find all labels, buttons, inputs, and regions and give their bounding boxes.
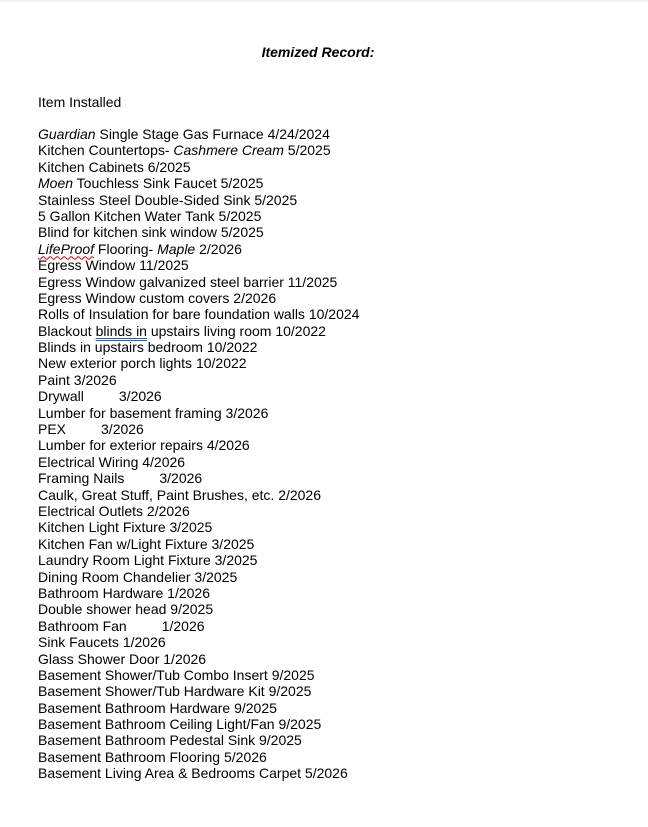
- list-item: [38, 732, 359, 748]
- list-item: [38, 421, 359, 437]
- list-item: [38, 142, 359, 158]
- list-item: [38, 601, 359, 617]
- list-item-text: Basement Bathroom Ceiling Light/Fan 9/2025: [38, 716, 322, 733]
- list-item-text: Basement Bathroom Hardware 9/2025: [38, 699, 277, 716]
- list-item-text: Basement Bathroom Pedestal Sink 9/2025: [38, 732, 302, 749]
- list-item: [38, 355, 359, 371]
- list-item-text: Egress Window 11/2025: [38, 257, 189, 274]
- list-item-text: Lumber for basement framing 3/2026: [38, 404, 269, 421]
- list-item-text: Blind for kitchen sink window 5/2025: [38, 224, 264, 241]
- list-item-text: Drywall 3/2026: [38, 388, 162, 405]
- list-item-text: Double shower head 9/2025: [38, 601, 214, 618]
- list-item: [38, 618, 359, 634]
- list-item: [38, 667, 359, 683]
- list-item-text: Dining Room Chandelier 3/2025: [38, 568, 238, 585]
- list-item: [38, 700, 359, 716]
- list-item-text: Paint 3/2026: [38, 371, 117, 388]
- list-item: [38, 175, 359, 191]
- spellcheck-underlined-text: LifeProof: [38, 240, 95, 257]
- item-list: [38, 126, 359, 782]
- list-item-text: Blinds in upstairs bedroom 10/2022: [38, 339, 258, 356]
- list-item-text: Kitchen Light Fixture 3/2025: [38, 519, 213, 536]
- list-item: [38, 749, 359, 765]
- list-item: [38, 274, 359, 290]
- grammar-underlined-text: blinds in: [95, 322, 147, 339]
- list-item-text: Single Stage Gas Furnace 4/24/2024: [95, 126, 330, 142]
- document-title: Itemized Record:: [261, 44, 375, 60]
- list-item: [38, 126, 359, 142]
- list-item-text: Cashmere Cream: [173, 142, 284, 159]
- list-item: [38, 323, 359, 339]
- list-item: [38, 503, 359, 519]
- page-top-edge: [0, 0, 648, 2]
- list-item: [38, 437, 359, 453]
- list-item-text: Glass Shower Door 1/2026: [38, 650, 207, 667]
- list-item: [38, 651, 359, 667]
- list-item-text: Lumber for exterior repairs 4/2026: [38, 437, 250, 454]
- list-item: [38, 208, 359, 224]
- list-item-text: Kitchen Countertops-: [38, 142, 174, 159]
- list-item-text: Basement Shower/Tub Combo Insert 9/2025: [38, 666, 315, 683]
- list-item: [38, 765, 359, 781]
- list-item-text: 2/2026: [195, 240, 242, 257]
- list-item-text: Egress Window galvanized steel barrier 11/2025: [38, 273, 338, 290]
- list-item-text: Electrical Wiring 4/2026: [38, 453, 186, 470]
- list-item-text: Guardian: [38, 126, 96, 142]
- list-item-text: Electrical Outlets 2/2026: [38, 502, 190, 519]
- list-item-text: Bathroom Hardware 1/2026: [38, 584, 210, 601]
- list-item: [38, 405, 359, 421]
- list-item-text: Framing Nails 3/2026: [38, 470, 203, 487]
- list-item-text: Egress Window custom covers 2/2026: [38, 289, 277, 306]
- list-item: [38, 372, 359, 388]
- list-item: [38, 159, 359, 175]
- list-item: [38, 257, 359, 273]
- list-item: [38, 454, 359, 470]
- list-item: [38, 716, 359, 732]
- list-item: [38, 634, 359, 650]
- list-item: [38, 290, 359, 306]
- list-item: [38, 683, 359, 699]
- list-item-text: Rolls of Insulation for bare foundation walls 10/2024: [38, 306, 360, 323]
- list-item-text: 5 Gallon Kitchen Water Tank 5/2025: [38, 207, 262, 224]
- list-item-text: Caulk, Great Stuff, Paint Brushes, etc. 2/2026: [38, 486, 322, 503]
- list-item-text: Basement Bathroom Flooring 5/2026: [38, 748, 267, 765]
- list-item: [38, 306, 359, 322]
- list-item-text: Moen: [38, 175, 74, 192]
- list-item-text: New exterior porch lights 10/2022: [38, 355, 247, 372]
- list-item: [38, 470, 359, 486]
- list-item-text: Basement Shower/Tub Hardware Kit 9/2025: [38, 683, 312, 700]
- item-list-heading: Item Installed: [38, 94, 122, 110]
- list-item: [38, 536, 359, 552]
- list-item: [38, 552, 359, 568]
- list-item-text: Kitchen Fan w/Light Fixture 3/2025: [38, 535, 255, 552]
- list-item-text: Touchless Sink Faucet 5/2025: [73, 175, 264, 192]
- list-item-text: Laundry Room Light Fixture 3/2025: [38, 552, 258, 569]
- list-item: [38, 192, 359, 208]
- list-item-text: 5/2025: [283, 142, 331, 159]
- list-item-text: Flooring-: [94, 240, 158, 257]
- list-item: [38, 569, 359, 585]
- list-item-text: Kitchen Cabinets 6/2025: [38, 158, 191, 175]
- list-item: [38, 585, 359, 601]
- list-item-text: Maple: [157, 240, 196, 257]
- list-item-text: Sink Faucets 1/2026: [38, 634, 166, 651]
- list-item-text: Blackout: [38, 322, 96, 339]
- list-item-text: Bathroom Fan 1/2026: [38, 617, 205, 634]
- list-item-text: Basement Living Area & Bedrooms Carpet 5/2026: [38, 765, 348, 782]
- list-item-text: PEX 3/2026: [38, 421, 144, 438]
- list-item: [38, 241, 359, 257]
- list-item: [38, 519, 359, 535]
- list-item: [38, 487, 359, 503]
- list-item-text: Stainless Steel Double-Sided Sink 5/2025: [38, 191, 298, 208]
- list-item: [38, 224, 359, 240]
- list-item: [38, 388, 359, 404]
- list-item: [38, 339, 359, 355]
- list-item-text: upstairs living room 10/2022: [146, 322, 326, 339]
